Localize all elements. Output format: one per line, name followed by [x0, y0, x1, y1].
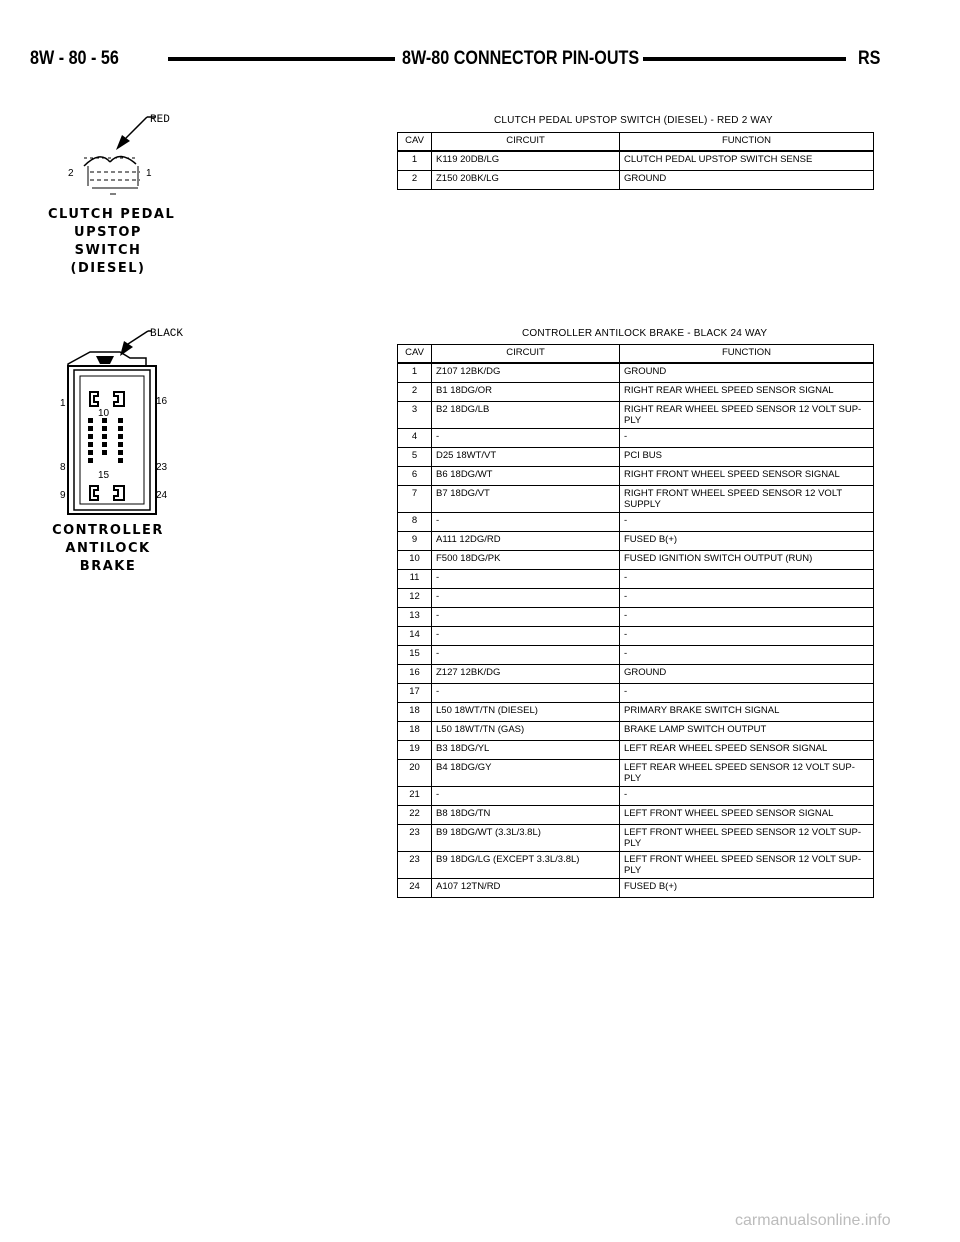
connector-name-line: ANTILOCK: [65, 541, 151, 556]
function-cell: RIGHT REAR WHEEL SPEED SENSOR 12 VOLT SUP- PLY: [620, 402, 874, 429]
table-row: [398, 551, 874, 570]
cav-cell: 12: [398, 589, 432, 608]
cav-cell: 9: [398, 532, 432, 551]
connector-name-line: (DIESEL): [70, 261, 146, 276]
table-row: [398, 852, 874, 879]
function-cell: RIGHT FRONT WHEEL SPEED SENSOR 12 VOLT SUPPLY: [620, 486, 874, 513]
connector-name-line: UPSTOP: [74, 225, 142, 240]
function-cell: GROUND: [620, 665, 874, 684]
abs-controller-connector-drawing: [50, 320, 200, 520]
function-cell: -: [620, 589, 874, 608]
circuit-cell: K119 20DB/LG: [432, 151, 620, 171]
col-function: FUNCTION: [620, 345, 874, 364]
circuit-cell: -: [432, 787, 620, 806]
cav-cell: 18: [398, 722, 432, 741]
table-row: [398, 646, 874, 665]
function-cell: FUSED B(+): [620, 879, 874, 898]
function-cell: -: [620, 429, 874, 448]
table-row: [398, 627, 874, 646]
function-cell: -: [620, 570, 874, 589]
circuit-cell: A107 12TN/RD: [432, 879, 620, 898]
circuit-cell: Z127 12BK/DG: [432, 665, 620, 684]
function-cell: PCI BUS: [620, 448, 874, 467]
watermark: carmanualsonline.info: [735, 1212, 891, 1229]
circuit-cell: -: [432, 646, 620, 665]
function-cell: RIGHT FRONT WHEEL SPEED SENSOR SIGNAL: [620, 467, 874, 486]
circuit-cell: L50 18WT/TN (GAS): [432, 722, 620, 741]
function-cell: CLUTCH PEDAL UPSTOP SWITCH SENSE: [620, 151, 874, 171]
circuit-cell: B7 18DG/VT: [432, 486, 620, 513]
connector-name-line: BRAKE: [79, 559, 137, 574]
cav-cell: 18: [398, 703, 432, 722]
function-cell: FUSED B(+): [620, 532, 874, 551]
cav-cell: 7: [398, 486, 432, 513]
circuit-cell: B6 18DG/WT: [432, 467, 620, 486]
table-row: [398, 532, 874, 551]
function-cell: -: [620, 646, 874, 665]
function-cell: -: [620, 787, 874, 806]
pin-label-10: 10: [98, 408, 110, 419]
clutch-switch-connector-drawing: [50, 108, 200, 208]
circuit-cell: -: [432, 627, 620, 646]
page-header: [30, 44, 880, 74]
clutch-switch-connector-name: [48, 206, 176, 278]
cav-cell: 14: [398, 627, 432, 646]
pin-label-24: 24: [156, 490, 168, 501]
circuit-cell: -: [432, 608, 620, 627]
connector-name-line: SWITCH: [74, 243, 142, 258]
cav-cell: 16: [398, 665, 432, 684]
function-cell: LEFT FRONT WHEEL SPEED SENSOR 12 VOLT SUP- PLY: [620, 852, 874, 879]
cav-cell: 11: [398, 570, 432, 589]
clutch-switch-table-title: CLUTCH PEDAL UPSTOP SWITCH (DIESEL) - RED 2 WAY: [494, 115, 773, 126]
abs-controller-pinout-table: [397, 344, 874, 898]
connector-name-line: CLUTCH PEDAL: [48, 207, 176, 222]
cav-cell: 13: [398, 608, 432, 627]
circuit-cell: F500 18DG/PK: [432, 551, 620, 570]
table-row: [398, 467, 874, 486]
table-row: [398, 703, 874, 722]
circuit-cell: D25 18WT/VT: [432, 448, 620, 467]
function-cell: GROUND: [620, 171, 874, 190]
connector-color-label: BLACK: [150, 328, 184, 340]
function-cell: FUSED IGNITION SWITCH OUTPUT (RUN): [620, 551, 874, 570]
cav-cell: 1: [398, 363, 432, 383]
pin-label-2: 2: [68, 168, 74, 179]
cav-cell: 23: [398, 825, 432, 852]
cav-cell: 19: [398, 741, 432, 760]
header-rule-right: [643, 57, 846, 61]
cav-cell: 2: [398, 171, 432, 190]
pin-label-1: 1: [60, 398, 66, 409]
circuit-cell: Z107 12BK/DG: [432, 363, 620, 383]
function-cell: LEFT FRONT WHEEL SPEED SENSOR SIGNAL: [620, 806, 874, 825]
model-code: RS: [857, 48, 880, 69]
circuit-cell: -: [432, 570, 620, 589]
cav-cell: 10: [398, 551, 432, 570]
cav-cell: 5: [398, 448, 432, 467]
col-cav: CAV: [398, 133, 432, 152]
table-row: [398, 513, 874, 532]
table-header-row: [398, 133, 874, 152]
clutch-switch-connector-icon: [50, 108, 200, 208]
function-cell: PRIMARY BRAKE SWITCH SIGNAL: [620, 703, 874, 722]
circuit-cell: -: [432, 684, 620, 703]
pin-label-16: 16: [156, 396, 168, 407]
table-row: [398, 806, 874, 825]
table-row: [398, 448, 874, 467]
function-cell: -: [620, 608, 874, 627]
table-row: [398, 171, 874, 190]
table-row: [398, 684, 874, 703]
cav-cell: 22: [398, 806, 432, 825]
table-row: [398, 787, 874, 806]
cav-cell: 2: [398, 383, 432, 402]
function-cell: RIGHT REAR WHEEL SPEED SENSOR SIGNAL: [620, 383, 874, 402]
col-function: FUNCTION: [620, 133, 874, 152]
abs-controller-connector-name: [48, 522, 168, 576]
table-row: [398, 570, 874, 589]
table-row: [398, 363, 874, 383]
circuit-cell: -: [432, 589, 620, 608]
table-row: [398, 825, 874, 852]
circuit-cell: A111 12DG/RD: [432, 532, 620, 551]
pin-label-9: 9: [60, 490, 66, 501]
function-cell: LEFT REAR WHEEL SPEED SENSOR SIGNAL: [620, 741, 874, 760]
function-cell: LEFT FRONT WHEEL SPEED SENSOR 12 VOLT SUP- PLY: [620, 825, 874, 852]
table-row: [398, 722, 874, 741]
function-cell: -: [620, 627, 874, 646]
table-row: [398, 486, 874, 513]
circuit-cell: B4 18DG/GY: [432, 760, 620, 787]
section-title: 8W-80 CONNECTOR PIN-OUTS: [402, 48, 640, 69]
circuit-cell: B2 18DG/LB: [432, 402, 620, 429]
pin-label-23: 23: [156, 462, 168, 473]
cav-cell: 6: [398, 467, 432, 486]
circuit-cell: L50 18WT/TN (DIESEL): [432, 703, 620, 722]
circuit-cell: B9 18DG/WT (3.3L/3.8L): [432, 825, 620, 852]
pin-label-15: 15: [98, 470, 110, 481]
table-header-row: [398, 345, 874, 364]
cav-cell: 15: [398, 646, 432, 665]
cav-cell: 4: [398, 429, 432, 448]
abs-controller-connector-icon: [50, 320, 200, 520]
circuit-cell: -: [432, 429, 620, 448]
clutch-switch-pinout-table: [397, 132, 874, 190]
col-circuit: CIRCUIT: [432, 345, 620, 364]
cav-cell: 23: [398, 852, 432, 879]
cav-cell: 3: [398, 402, 432, 429]
table-row: [398, 665, 874, 684]
cav-cell: 24: [398, 879, 432, 898]
circuit-cell: B3 18DG/YL: [432, 741, 620, 760]
table-row: [398, 879, 874, 898]
circuit-cell: B9 18DG/LG (EXCEPT 3.3L/3.8L): [432, 852, 620, 879]
circuit-cell: B8 18DG/TN: [432, 806, 620, 825]
page-number: 8W - 80 - 56: [30, 48, 119, 69]
cav-cell: 1: [398, 151, 432, 171]
table-row: [398, 608, 874, 627]
table-row: [398, 589, 874, 608]
function-cell: LEFT REAR WHEEL SPEED SENSOR 12 VOLT SUP- PLY: [620, 760, 874, 787]
table-row: [398, 151, 874, 171]
circuit-cell: Z150 20BK/LG: [432, 171, 620, 190]
cav-cell: 17: [398, 684, 432, 703]
function-cell: BRAKE LAMP SWITCH OUTPUT: [620, 722, 874, 741]
connector-name-line: CONTROLLER: [52, 523, 164, 538]
cav-cell: 21: [398, 787, 432, 806]
abs-controller-table-title: CONTROLLER ANTILOCK BRAKE - BLACK 24 WAY: [522, 328, 768, 339]
col-cav: CAV: [398, 345, 432, 364]
table-row: [398, 429, 874, 448]
circuit-cell: B1 18DG/OR: [432, 383, 620, 402]
header-rule-left: [168, 57, 395, 61]
pin-label-8: 8: [60, 462, 66, 473]
cav-cell: 8: [398, 513, 432, 532]
connector-color-label: RED: [150, 114, 170, 126]
pin-label-1: 1: [146, 168, 152, 179]
table-row: [398, 741, 874, 760]
function-cell: -: [620, 684, 874, 703]
table-row: [398, 760, 874, 787]
function-cell: GROUND: [620, 363, 874, 383]
function-cell: -: [620, 513, 874, 532]
cav-cell: 20: [398, 760, 432, 787]
table-row: [398, 402, 874, 429]
circuit-cell: -: [432, 513, 620, 532]
table-row: [398, 383, 874, 402]
col-circuit: CIRCUIT: [432, 133, 620, 152]
